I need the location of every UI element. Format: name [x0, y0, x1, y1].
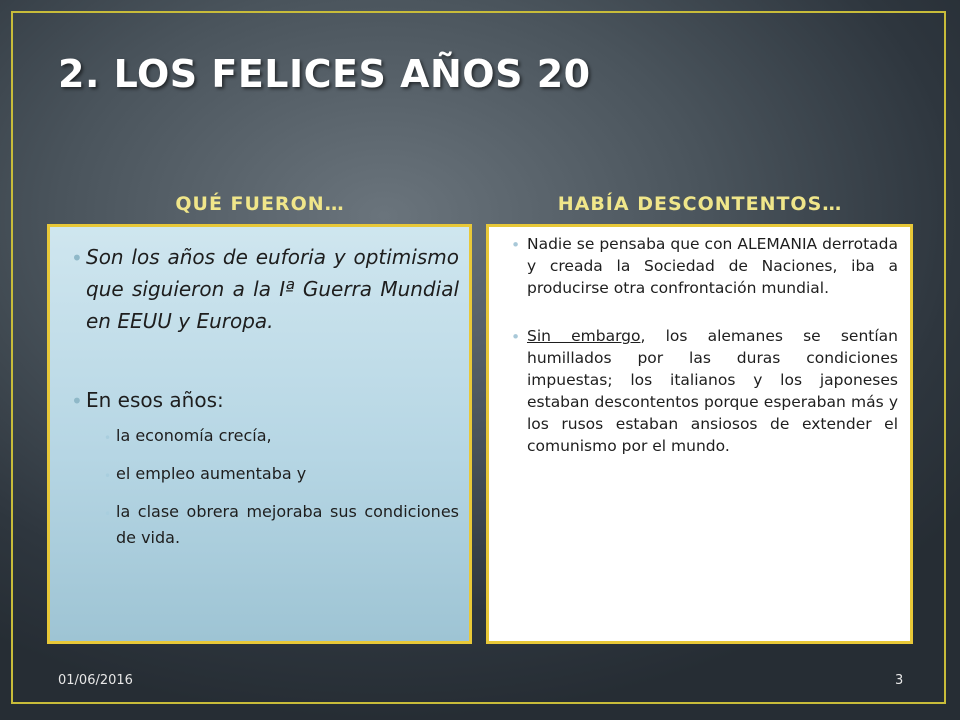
bullet-dot-icon: • [104, 469, 112, 483]
left-sub-bullet-2 [104, 461, 459, 487]
left-bullet-1-text: Son los años de euforia y optimismo que siguieron a la Iª Guerra Mundial en EEUU y Europa. [86, 245, 459, 333]
left-sub-bullet-1 [104, 423, 459, 449]
left-bullet-2-text: En esos años: [86, 388, 224, 412]
bullet-dot-icon: • [104, 507, 112, 521]
right-bullet-2-underlined: Sin embargo [527, 327, 641, 345]
footer-page-number: 3 [895, 673, 904, 688]
left-content-panel [47, 224, 472, 644]
bullet-dot-icon: • [71, 246, 83, 270]
left-sub-bullet-3 [104, 499, 459, 551]
left-sub-bullet-2-text: el empleo aumentaba y [116, 464, 307, 483]
right-bullet-1-text: Nadie se pensaba que con ALEMANIA derrotada y creada la Sociedad de Naciones, iba a producirse otra confrontación mundial. [527, 235, 898, 297]
right-bullet-1 [511, 233, 898, 299]
left-bullet-2 [71, 385, 459, 415]
bullet-dot-icon: • [71, 389, 83, 413]
bullet-dot-icon: • [104, 431, 112, 445]
left-column-heading: QUÉ FUERON… [175, 193, 345, 215]
left-sub-bullet-3-text: la clase obrera mejoraba sus condiciones de vida. [116, 502, 459, 547]
right-content-panel [486, 224, 913, 644]
footer-date: 01/06/2016 [58, 673, 133, 688]
bullet-dot-icon: • [511, 236, 521, 254]
right-bullet-2-text: , los alemanes se sentían humillados por las duras condiciones impuestas; los italianos y los japoneses estaban descontentos porque esperaban más y los rusos estaban ansiosos de extender el comunismo por el mundo. [527, 327, 898, 455]
bullet-dot-icon: • [511, 328, 521, 346]
right-bullet-2 [511, 325, 898, 457]
slide-title: 2. LOS FELICES AÑOS 20 [58, 52, 591, 96]
right-column-heading: HABÍA DESCONTENTOS… [557, 193, 843, 215]
left-bullet-1 [71, 241, 459, 337]
left-sub-bullet-1-text: la economía crecía, [116, 426, 272, 445]
